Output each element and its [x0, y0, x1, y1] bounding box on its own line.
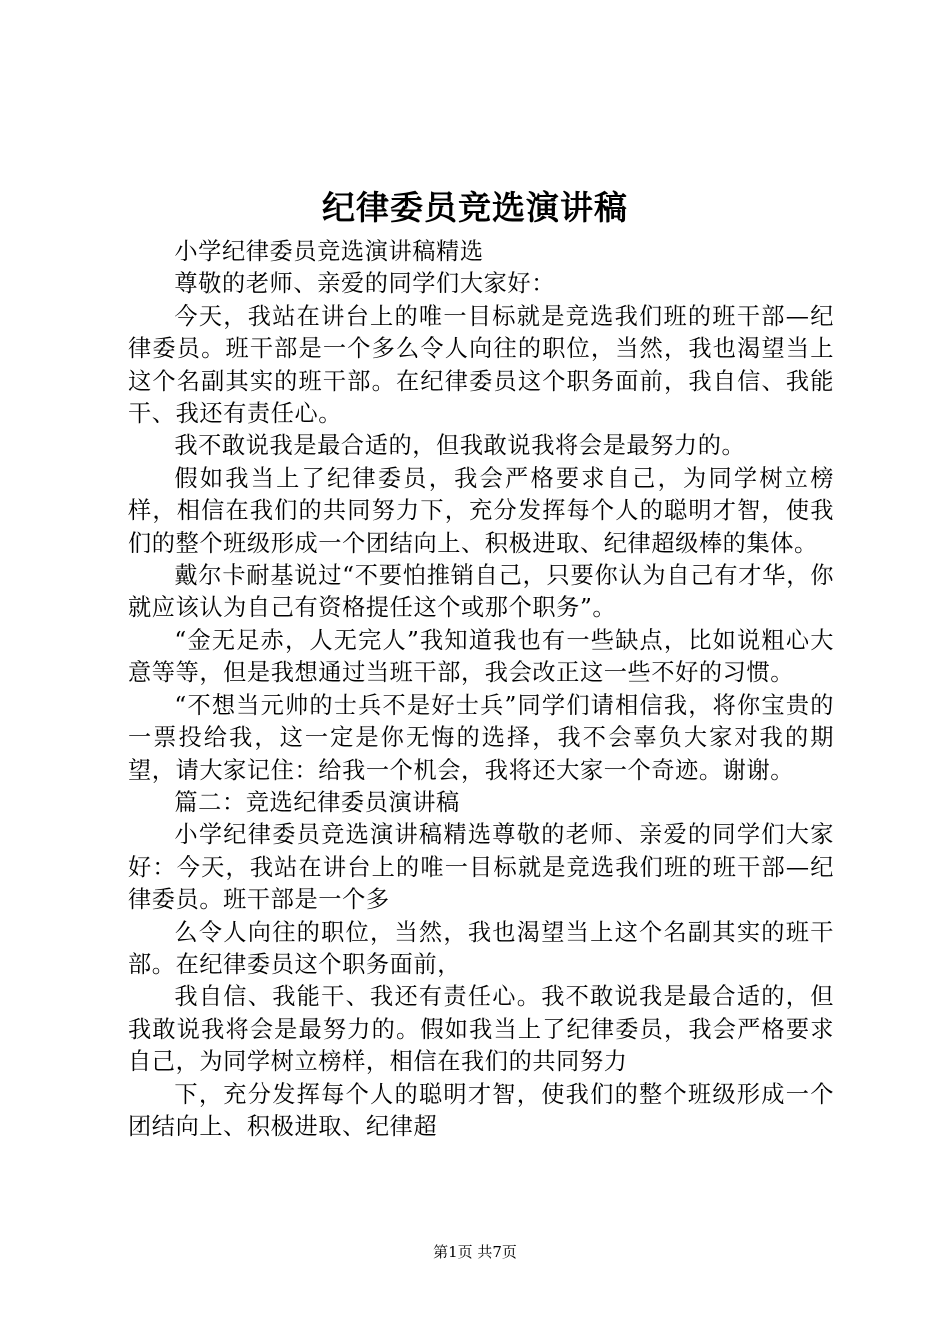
- paragraph: 下，充分发挥每个人的聪明才智，使我们的整个班级形成一个团结向上、积极进取、纪律超: [128, 1080, 834, 1140]
- paragraph: 么令人向往的职位，当然，我也渴望当上这个名副其实的班干部。在纪律委员这个职务面前，: [128, 918, 834, 978]
- paragraph: 小学纪律委员竞选演讲稿精选尊敬的老师、亲爱的同学们大家好：今天，我站在讲台上的唯一目标就是竞选我们班的班干部—纪律委员。班干部是一个多: [128, 821, 834, 914]
- paragraph: 小学纪律委员竞选演讲稿精选: [174, 238, 484, 265]
- page-number-footer: 第1页 共7页: [433, 1243, 517, 1261]
- paragraph: 我自信、我能干、我还有责任心。我不敢说我是最合适的，但我敢说我将会是最努力的。假如我当上了纪律委员，我会严格要求自己，为同学树立榜样，相信在我们的共同努力: [128, 983, 834, 1076]
- paragraph: 假如我当上了纪律委员，我会严格要求自己，为同学树立榜样，相信在我们的共同努力下，充分发挥每个人的聪明才智，使我们的整个班级形成一个团结向上、积极进取、纪律超级棒的集体。: [128, 464, 834, 557]
- paragraph: 我不敢说我是最合适的，但我敢说我将会是最努力的。: [174, 432, 746, 460]
- paragraph: “不想当元帅的士兵不是好士兵”同学们请相信我，将你宝贵的一票投给我，这一定是你无悔的选择，我不会辜负大家对我的期望，请大家记住：给我一个机会，我将还大家一个奇迹。谢谢。: [128, 691, 834, 784]
- section-heading: 篇二：竞选纪律委员演讲稿: [174, 788, 460, 816]
- paragraph: 戴尔卡耐基说过“不要怕推销自己，只要你认为自己有才华，你就应该认为自己有资格提任这个或那个职务”。: [128, 562, 834, 622]
- paragraph: “金无足赤，人无完人”我知道我也有一些缺点，比如说粗心大意等等，但是我想通过当班干部，我会改正这一些不好的习惯。: [128, 626, 834, 687]
- paragraph: 尊敬的老师、亲爱的同学们大家好：: [174, 270, 555, 298]
- document-body: [128, 236, 834, 1143]
- paragraph: 今天，我站在讲台上的唯一目标就是竞选我们班的班干部—纪律委员。班干部是一个多么令人向往的职位，当然，我也渴望当上这个名副其实的班干部。在纪律委员这个职务面前，我自信、我能干、我还有责任心。: [128, 302, 834, 428]
- document-title: 纪律委员竞选演讲稿: [322, 188, 628, 227]
